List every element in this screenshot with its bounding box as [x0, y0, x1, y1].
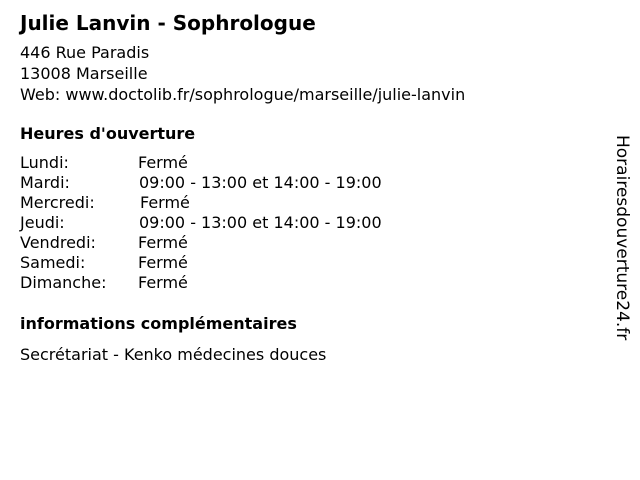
site-watermark: Horairesdouverture24.fr [612, 135, 632, 341]
day-hours: Fermé [138, 253, 188, 272]
info-heading: informations complémentaires [20, 314, 297, 333]
day-hours: Fermé [138, 153, 188, 172]
day-label: Vendredi: [20, 233, 96, 252]
address-street: 446 Rue Paradis [20, 43, 150, 62]
website-link[interactable]: Web: www.doctolib.fr/sophrologue/marseille/julie-lanvin [20, 85, 466, 104]
day-label: Samedi: [20, 253, 86, 272]
info-text: Secrétariat - Kenko médecines douces [20, 345, 327, 364]
day-hours: Fermé [138, 233, 188, 252]
day-label: Mardi: [20, 173, 70, 192]
day-hours: Fermé [138, 273, 188, 292]
day-label: Dimanche: [20, 273, 107, 292]
address-city: 13008 Marseille [20, 64, 148, 83]
business-name: Julie Lanvin - Sophrologue [20, 11, 316, 35]
day-hours: 09:00 - 13:00 et 14:00 - 19:00 [139, 173, 382, 192]
day-label: Lundi: [20, 153, 69, 172]
day-hours: 09:00 - 13:00 et 14:00 - 19:00 [139, 213, 382, 232]
hours-heading: Heures d'ouverture [20, 124, 196, 143]
day-label: Jeudi: [20, 213, 65, 232]
day-label: Mercredi: [20, 193, 95, 212]
day-hours: Fermé [140, 193, 190, 212]
